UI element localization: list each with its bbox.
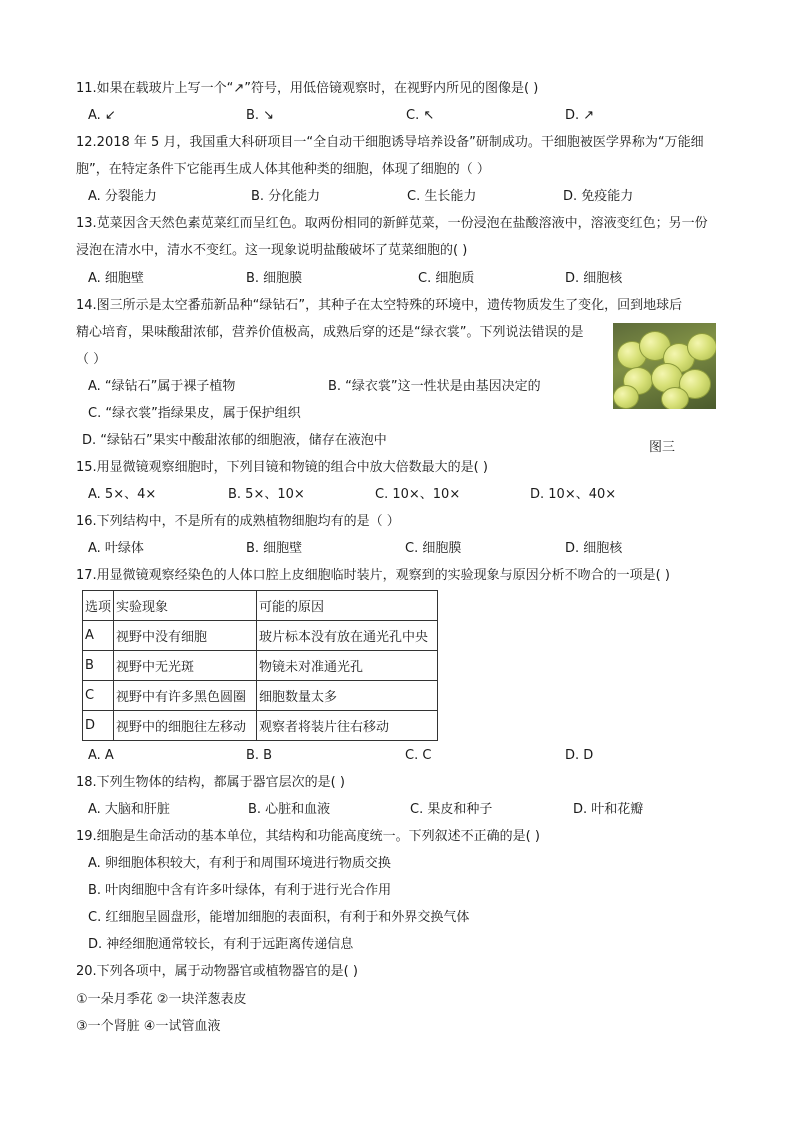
q14-option-a[interactable]: A. “绿钻石”属于裸子植物 (88, 379, 236, 394)
q15-option-d[interactable]: D. 10×、40× (530, 487, 617, 502)
table-cell: 观察者将装片往右移动 (257, 711, 438, 741)
q20-stem: 20.下列各项中，属于动物器官或植物器官的是( ) (76, 964, 358, 979)
q20-item-line1: ①一朵月季花 ②一块洋葱表皮 (76, 992, 247, 1007)
table-header-cell: 实验现象 (114, 591, 257, 621)
q18-option-c[interactable]: C. 果皮和种子 (410, 802, 493, 817)
q18-option-b[interactable]: B. 心脏和血液 (248, 802, 331, 817)
q17-option-c[interactable]: C. C (405, 748, 432, 763)
q16-option-b[interactable]: B. 细胞壁 (246, 541, 303, 556)
q12-stem: 12.2018 年 5 月，我国重大科研项目一“全自动干细胞诱导培养设备”研制成功。干细胞被医学界称为“万能细胞”，在特定条件下它能再生成人体其他种类的细胞，体现了细胞的（ ） (76, 135, 704, 177)
q11-stem: 11.如果在载玻片上写一个“↗”符号，用低倍镜观察时，在视野内所见的图像是( ) (76, 81, 539, 96)
q11-option-a[interactable]: A. ↙ (88, 108, 116, 123)
q19-option-c[interactable]: C. 红细胞呈圆盘形，能增加细胞的表面积，有利于和外界交换气体 (88, 910, 470, 925)
table-cell: 视野中无光斑 (114, 651, 257, 681)
q12-option-a[interactable]: A. 分裂能力 (88, 189, 157, 204)
table-header-cell: 选项 (83, 591, 114, 621)
q16-option-d[interactable]: D. 细胞核 (565, 541, 623, 556)
q13-option-a[interactable]: A. 细胞壁 (88, 271, 144, 286)
q12-option-d[interactable]: D. 免疫能力 (563, 189, 634, 204)
q15-option-a[interactable]: A. 5×、4× (88, 487, 157, 502)
q15-option-b[interactable]: B. 5×、10× (228, 487, 305, 502)
q17-option-a[interactable]: A. A (88, 748, 114, 763)
q12-option-b[interactable]: B. 分化能力 (251, 189, 321, 204)
q18-option-d[interactable]: D. 叶和花瓣 (573, 802, 644, 817)
q18-option-a[interactable]: A. 大脑和肝脏 (88, 802, 170, 817)
q14-stem-line1: 14.图三所示是太空番茄新品种“绿钻石”，其种子在太空特殊的环境中，遗传物质发生了变化，回到地球后 (76, 298, 683, 313)
q19-option-b[interactable]: B. 叶肉细胞中含有许多叶绿体，有利于进行光合作用 (88, 883, 392, 898)
q14-stem-line2: 精心培育，果味酸甜浓郁，营养价值极高，成熟后穿的还是“绿衣裳”。下列说法错误的是 (76, 325, 584, 340)
q16-option-a[interactable]: A. 叶绿体 (88, 541, 144, 556)
q11-option-b[interactable]: B. ↘ (246, 108, 275, 123)
q11-option-d[interactable]: D. ↗ (565, 108, 595, 123)
q19-option-a[interactable]: A. 卵细胞体积较大，有利于和周围环境进行物质交换 (88, 856, 391, 871)
table-row (83, 651, 438, 681)
q17-option-d[interactable]: D. D (565, 748, 594, 763)
q14-option-d[interactable]: D. “绿钻石”果实中酸甜浓郁的细胞液，储存在液泡中 (82, 433, 387, 448)
q20-item-line2: ③一个肾脏 ④一试管血液 (76, 1019, 221, 1034)
q13-option-d[interactable]: D. 细胞核 (565, 271, 623, 286)
q13-option-c[interactable]: C. 细胞质 (418, 271, 475, 286)
q15-stem: 15.用显微镜观察细胞时，下列目镜和物镜的组合中放大倍数最大的是( ) (76, 460, 488, 475)
q13-stem: 13.苋菜因含天然色素苋菜红而呈红色。取两份相同的新鲜苋菜，一份浸泡在盐酸溶液中，溶液变红色；另一份浸泡在清水中，清水不变红。这一现象说明盐酸破坏了苋菜细胞的( ) (76, 216, 708, 258)
table-cell: C (83, 681, 114, 711)
table-header-row (83, 591, 438, 621)
table-cell: 视野中有许多黑色圆圈 (114, 681, 257, 711)
q19-option-d[interactable]: D. 神经细胞通常较长，有利于远距离传递信息 (88, 937, 354, 952)
q17-option-b[interactable]: B. B (246, 748, 273, 763)
q14-option-b[interactable]: B. “绿衣裳”这一性状是由基因决定的 (328, 379, 541, 394)
q11-option-c[interactable]: C. ↖ (406, 108, 435, 123)
figure-caption: 图三 (649, 440, 676, 455)
q14-stem-line3: （ ） (76, 352, 107, 367)
q19-stem: 19.细胞是生命活动的基本单位，其结构和功能高度统一。下列叙述不正确的是( ) (76, 829, 540, 844)
table-cell: 视野中的细胞往左移动 (114, 711, 257, 741)
table-cell: 玻片标本没有放在通光孔中央 (257, 621, 438, 651)
table-row (83, 711, 438, 741)
q12-option-c[interactable]: C. 生长能力 (407, 189, 477, 204)
q16-stem: 16.下列结构中，不是所有的成熟植物细胞均有的是（ ） (76, 514, 400, 529)
table-cell: 视野中没有细胞 (114, 621, 257, 651)
table-header-cell: 可能的原因 (257, 591, 438, 621)
table-cell: D (83, 711, 114, 741)
table-cell: B (83, 651, 114, 681)
q14-option-c[interactable]: C. “绿衣裳”指绿果皮，属于保护组织 (88, 406, 301, 421)
q18-stem: 18.下列生物体的结构，都属于器官层次的是( ) (76, 775, 345, 790)
table-row (83, 621, 438, 651)
table-cell: A (83, 621, 114, 651)
table-cell: 细胞数量太多 (257, 681, 438, 711)
table-row (83, 681, 438, 711)
q15-option-c[interactable]: C. 10×、10× (375, 487, 461, 502)
q17-table (82, 590, 438, 741)
q16-option-c[interactable]: C. 细胞膜 (405, 541, 462, 556)
q13-option-b[interactable]: B. 细胞膜 (246, 271, 303, 286)
q17-stem: 17.用显微镜观察经染色的人体口腔上皮细胞临时装片，观察到的实验现象与原因分析不吻合的一项是( ) (76, 568, 670, 583)
table-cell: 物镜未对准通光孔 (257, 651, 438, 681)
tomato-photo (613, 323, 716, 409)
